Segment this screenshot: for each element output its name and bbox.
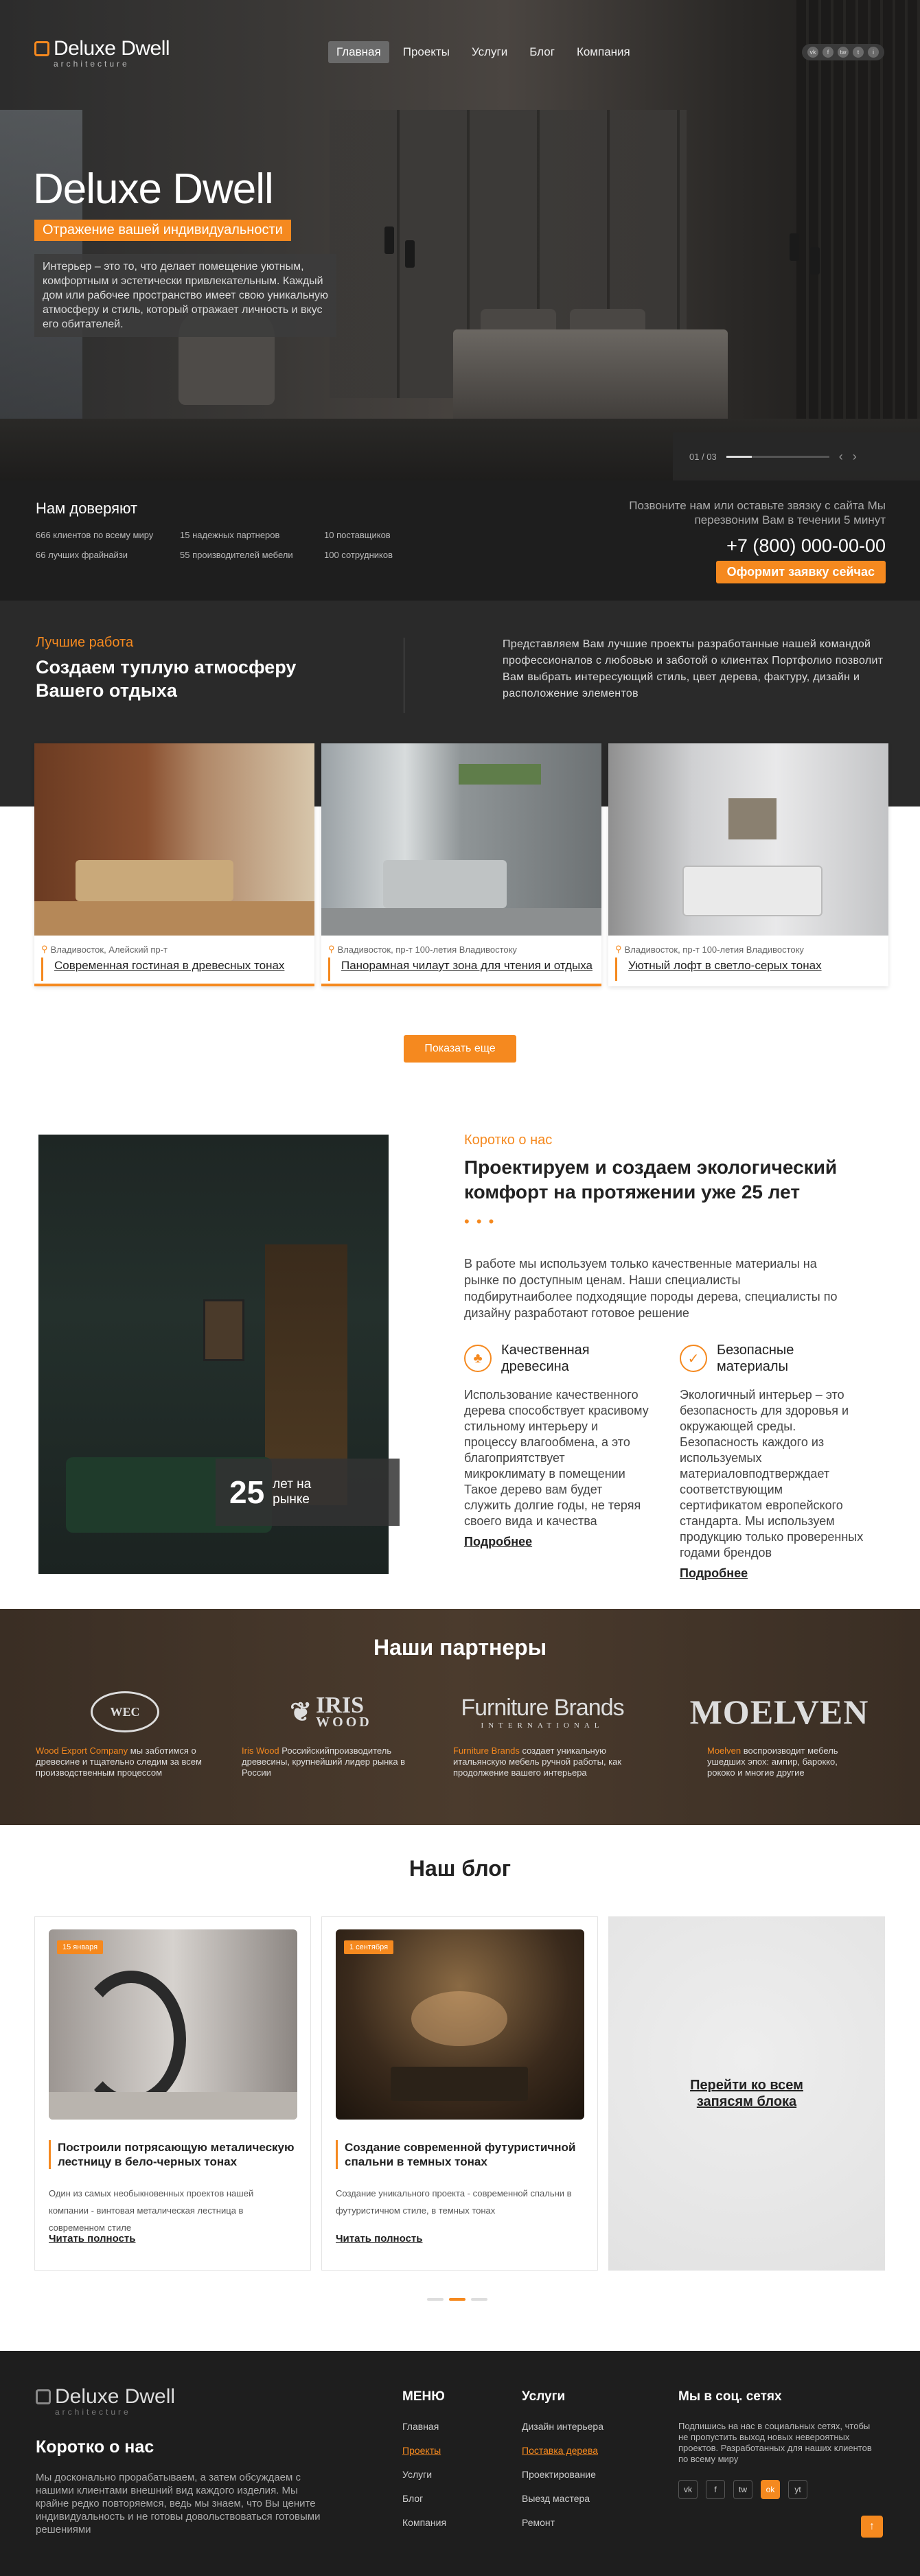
stat-item: 15 надежных партнеров bbox=[180, 530, 280, 540]
show-more-button[interactable]: Показать еще bbox=[404, 1035, 516, 1063]
partner-logo[interactable]: MOELVEN bbox=[689, 1693, 869, 1731]
footer-services bbox=[522, 2389, 603, 2541]
more-link[interactable]: Подробнее bbox=[464, 1535, 533, 1548]
partner-card[interactable] bbox=[453, 1688, 632, 1778]
hero-lamp bbox=[810, 247, 820, 275]
feature-title: Безопасные материалы bbox=[717, 1343, 794, 1374]
project-image[interactable] bbox=[321, 743, 601, 936]
partner-card[interactable] bbox=[36, 1688, 214, 1778]
feature-title: Качественная древесина bbox=[501, 1343, 590, 1374]
project-location bbox=[34, 936, 314, 958]
trust-section bbox=[0, 480, 920, 601]
blog-title: Наш блог bbox=[409, 1856, 511, 1881]
read-more-link[interactable]: Читать полность bbox=[336, 2233, 423, 2244]
top-nav bbox=[0, 0, 920, 103]
footer-social bbox=[678, 2389, 884, 2499]
vk-icon[interactable]: vk bbox=[678, 2480, 698, 2499]
footer-link[interactable]: Проектирование bbox=[522, 2469, 596, 2480]
years-badge bbox=[216, 1459, 400, 1526]
youtube-icon[interactable]: yt bbox=[788, 2480, 807, 2499]
project-card[interactable] bbox=[321, 743, 601, 986]
menu-item-home[interactable]: Главная bbox=[328, 41, 389, 63]
section-title: Создаем туплую атмосферу Вашего отдыха bbox=[36, 657, 297, 701]
feature-wood bbox=[464, 1342, 663, 1549]
twitter-icon[interactable]: tw bbox=[733, 2480, 752, 2499]
all-posts-card[interactable] bbox=[608, 1916, 885, 2271]
project-location-text: Владивосток, пр-т 100-летия Владивостоку bbox=[624, 944, 804, 955]
footer-link[interactable]: Дизайн интерьера bbox=[522, 2421, 603, 2432]
partner-logo[interactable] bbox=[36, 1688, 214, 1736]
about-section bbox=[0, 1095, 920, 1606]
hero-title: Deluxe Dwell bbox=[33, 165, 273, 213]
partner-brand: Furniture Brands bbox=[453, 1745, 520, 1756]
footer-link[interactable]: Поставка дерева bbox=[522, 2445, 599, 2456]
footer-about-title: Коротко о нас bbox=[36, 2437, 154, 2457]
partner-description: Moelven воспроизводит мебель ушедших эпох: ампир, барокко, рококо и многие другие bbox=[707, 1745, 838, 1778]
blog-section bbox=[0, 1826, 920, 2351]
slider-controls bbox=[673, 432, 920, 480]
footer-link[interactable]: Выезд мастера bbox=[522, 2493, 590, 2504]
hero-lamp bbox=[790, 233, 799, 261]
blog-image[interactable] bbox=[336, 1929, 584, 2120]
read-more-link[interactable]: Читать полность bbox=[49, 2233, 136, 2244]
project-card[interactable] bbox=[34, 743, 314, 986]
scroll-up-icon[interactable]: ↑ bbox=[861, 2516, 883, 2538]
years-text: лет на рынке bbox=[273, 1477, 312, 1507]
footer-menu bbox=[402, 2389, 446, 2541]
logo-mark-icon bbox=[36, 2389, 51, 2404]
tree-icon: ♣ bbox=[464, 1345, 492, 1372]
project-location-text: Владивосток, Алейский пр-т bbox=[50, 944, 168, 955]
project-location bbox=[321, 936, 601, 958]
feature-body: Экологичный интерьер – это безопасность для здоровья и окружающей среды. Безопасность каждого из используемых материаловподтверждает соответствующим сертификатом европейского стандарта. Мы используем продукцию только проверенных годами брендов bbox=[680, 1388, 864, 1559]
chevron-right-icon[interactable]: › bbox=[852, 449, 857, 463]
partner-brand: Wood Export Company bbox=[36, 1745, 128, 1756]
logo-mark-icon bbox=[34, 41, 49, 56]
callback-text: Позвоните нам или оставьте звязку с сайта Мы перезвоним Вам в течении 5 минут bbox=[629, 499, 886, 526]
partner-description: Furniture Brands создает уникальную итальянскую мебель ручной работы, как продолжение вашего интерьера bbox=[453, 1745, 622, 1778]
trust-title: Нам доверяют bbox=[36, 500, 138, 517]
slide-progress-fill bbox=[726, 456, 752, 458]
footer-link[interactable]: Блог bbox=[402, 2493, 424, 2504]
hero-lamp bbox=[384, 227, 394, 254]
logo-text: Deluxe Dwell bbox=[54, 37, 170, 60]
footer-link[interactable]: Проекты bbox=[402, 2445, 441, 2456]
feature-safety bbox=[680, 1342, 879, 1581]
slide-progress bbox=[726, 456, 829, 458]
partner-brand: Moelven bbox=[707, 1745, 741, 1756]
menu-item-projects[interactable]: Проекты bbox=[402, 45, 450, 58]
twitter-icon[interactable]: tw bbox=[838, 47, 849, 58]
partners-title: Наши партнеры bbox=[373, 1635, 547, 1660]
footer-menu-title: МЕНЮ bbox=[402, 2389, 445, 2404]
project-card[interactable] bbox=[608, 743, 888, 986]
footer bbox=[0, 2351, 920, 2576]
about-text: В работе мы используем только качественные материалы на рынке по доступным ценам. Наши специалисты подбирутнаиболее подходящие породы дерева, специалисты по дизайну разработают готовое решение bbox=[464, 1257, 838, 1320]
location-pin-icon: ⚲ bbox=[41, 944, 48, 954]
footer-logo[interactable] bbox=[36, 2385, 176, 2417]
blog-image[interactable] bbox=[49, 1929, 297, 2120]
footer-link[interactable]: Компания bbox=[402, 2517, 447, 2528]
callback-block bbox=[611, 498, 886, 583]
feature-body: Использование качественного дерева способствует красивому стильному интерьеру и процессу влагообмена, а это благоприятствует микроклимату в помещении Такое дерево вам будет служить долгие годы, не теряя своего вида и качества bbox=[464, 1388, 649, 1528]
about-label: Коротко о нас bbox=[464, 1133, 553, 1148]
location-pin-icon: ⚲ bbox=[328, 944, 335, 954]
about-title: Проектируем и создаем экологический комфорт на протяжении уже 25 лет bbox=[464, 1157, 838, 1203]
footer-logo-text: Deluxe Dwell bbox=[55, 2385, 176, 2408]
partner-logo[interactable]: Furniture Brands INTERNATIONAL bbox=[461, 1694, 624, 1730]
hero-description: Интерьер – это то, что делает помещение уютным, комфортным и эстетически привлекательным. Каждый дом или рабочее пространство имеет свою уникальную атмосферу и стиль, который отражает личность и вкус его обитателей. bbox=[34, 254, 336, 337]
menu-item-company[interactable]: Компания bbox=[576, 45, 630, 58]
section-intro: Представляем Вам лучшие проекты разработанные нашей командой профессионалов с любовью и заботой о клиентах Портфолио позволит Вам выбрать интересующий стиль, цвет дерева, фактуру, дизайн и расположение элементов bbox=[503, 638, 884, 699]
project-location bbox=[608, 936, 888, 958]
footer-link[interactable]: Главная bbox=[402, 2421, 439, 2432]
hero-subtitle: Отражение вашей индивидуальности bbox=[34, 220, 291, 241]
vk-icon[interactable]: vk bbox=[807, 47, 818, 58]
stat-item: 100 сотрудников bbox=[324, 550, 393, 560]
chevron-left-icon[interactable]: ‹ bbox=[838, 449, 843, 463]
slide-counter: 01 / 03 bbox=[689, 451, 717, 462]
more-link[interactable]: Подробнее bbox=[680, 1566, 748, 1580]
phone-number[interactable]: +7 (800) 000-00-00 bbox=[726, 535, 886, 556]
hero bbox=[0, 0, 920, 480]
project-image[interactable] bbox=[34, 743, 314, 936]
menu-item-blog[interactable]: Блог bbox=[529, 45, 555, 58]
years-number: 25 bbox=[229, 1474, 265, 1510]
shield-icon: ✓ bbox=[680, 1345, 707, 1372]
project-image[interactable] bbox=[608, 743, 888, 936]
post-title[interactable]: Построили потрясающую металическую лестницу в бело-черных тонах bbox=[49, 2140, 296, 2169]
logo[interactable] bbox=[34, 37, 170, 69]
main-menu bbox=[328, 41, 639, 63]
order-request-button[interactable]: Оформит заявку сейчас bbox=[716, 561, 886, 583]
facebook-icon[interactable]: f bbox=[706, 2480, 725, 2499]
logo-subtext: architecture bbox=[54, 59, 130, 69]
odnoklassniki-icon[interactable]: ok bbox=[761, 2480, 780, 2499]
pager-dot-active[interactable] bbox=[449, 2298, 465, 2301]
location-pin-icon: ⚲ bbox=[615, 944, 622, 954]
footer-about-text: Мы досконально прорабатываем, а затем обсуждаем с нашими клиентами внешний вид каждого изделия. Мы крайне редко повторяемся, ведь мы знаем, что Вы цените индивидуальность и не готовы довольствоваться готовыми решениями bbox=[36, 2472, 321, 2536]
project-name[interactable]: Современная гостиная в древесных тонах bbox=[41, 958, 314, 981]
partner-description: Iris Wood Российскийпроизводитель древесины, крупнейший лидер рынка в России bbox=[242, 1745, 406, 1778]
stat-item: 66 лучших фрайнайзи bbox=[36, 550, 128, 560]
instagram-icon[interactable]: i bbox=[868, 47, 879, 58]
post-excerpt: Один из самых необыкновенных проектов нашей компании - винтовая металическая лестница в современном стиле bbox=[49, 2188, 254, 2233]
post-date: 15 января bbox=[57, 1940, 103, 1954]
hero-lamp bbox=[405, 240, 415, 268]
post-title[interactable]: Создание современной футуристичной спальни в темных тонах bbox=[336, 2140, 583, 2169]
stat-item: 10 поставщиков bbox=[324, 530, 391, 540]
section-label: Лучшие работа bbox=[36, 635, 134, 650]
card-accent-bar bbox=[34, 984, 314, 986]
project-location-text: Владивосток, пр-т 100-летия Владивостоку bbox=[337, 944, 517, 955]
stat-item: 55 производителей мебели bbox=[180, 550, 293, 560]
partner-logo-text: WEC bbox=[91, 1691, 159, 1732]
stat-item: 666 клиентов по всему миру bbox=[36, 530, 154, 540]
post-excerpt: Создание уникального проекта - современной спальни в футуристичном стиле, в темных тонах bbox=[336, 2188, 572, 2216]
menu-item-services[interactable]: Услуги bbox=[471, 45, 508, 58]
all-posts-link[interactable]: Перейти ко всем запясям блока bbox=[690, 2078, 803, 2109]
footer-social-title: Мы в соц. сетях bbox=[678, 2389, 782, 2404]
header-socials bbox=[802, 44, 884, 60]
project-cards bbox=[34, 743, 888, 986]
pager-dot[interactable] bbox=[471, 2298, 487, 2301]
project-name[interactable]: Панорамная чилаут зона для чтения и отдыха bbox=[328, 958, 601, 981]
project-name[interactable]: Уютный лофт в светло-серых тонах bbox=[615, 958, 888, 981]
blog-post[interactable] bbox=[34, 1916, 311, 2271]
telegram-icon[interactable]: t bbox=[853, 47, 864, 58]
hero-bed bbox=[453, 329, 728, 426]
partner-logo[interactable]: ❦ IRIS WOOD bbox=[290, 1693, 372, 1730]
partners-section bbox=[0, 1609, 920, 1825]
partner-card[interactable] bbox=[673, 1688, 886, 1778]
trust-stats bbox=[36, 530, 468, 560]
footer-services-title: Услуги bbox=[522, 2389, 566, 2404]
blog-pager bbox=[427, 2298, 487, 2301]
card-accent-bar bbox=[321, 984, 601, 986]
partner-description: Wood Export Company мы заботимся о древесине и тщательно следим за всем производственным процессом bbox=[36, 1745, 202, 1778]
footer-link[interactable]: Ремонт bbox=[522, 2517, 555, 2528]
partner-card[interactable] bbox=[242, 1688, 420, 1778]
leaf-icon: ❦ bbox=[290, 1697, 312, 1727]
card-accent-bar bbox=[608, 984, 888, 986]
footer-social-icons bbox=[678, 2480, 884, 2499]
facebook-icon[interactable]: f bbox=[823, 47, 833, 58]
dots-divider: • • • bbox=[464, 1213, 496, 1230]
footer-logo-subtext: architecture bbox=[55, 2407, 131, 2417]
footer-link[interactable]: Услуги bbox=[402, 2469, 433, 2480]
post-date: 1 сентября bbox=[344, 1940, 393, 1954]
blog-post[interactable] bbox=[321, 1916, 598, 2271]
pager-dot[interactable] bbox=[427, 2298, 444, 2301]
footer-social-text: Подпишись на нас в социальных сетях, чтобы не пропустить выход новых невероятных проектов. Разработанных для наших клиентов по всему миру bbox=[678, 2421, 872, 2464]
partner-brand: Iris Wood bbox=[242, 1745, 279, 1756]
